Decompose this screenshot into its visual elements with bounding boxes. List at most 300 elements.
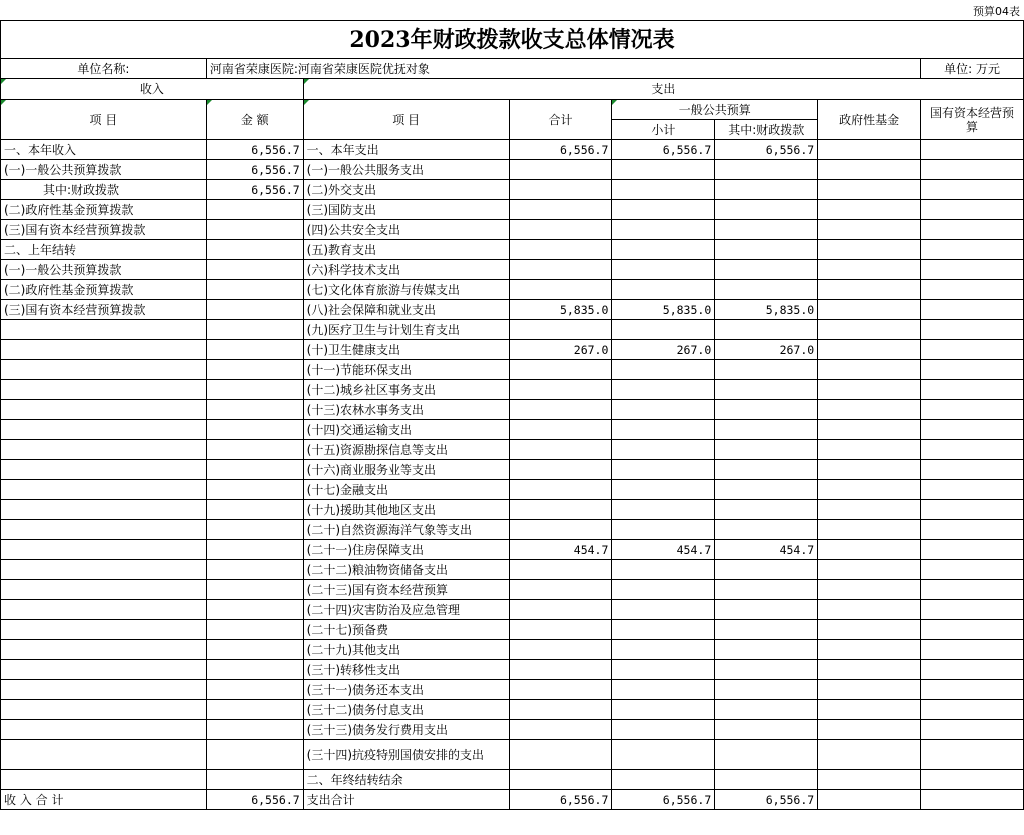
state-capital-cell <box>921 560 1024 580</box>
total-cell <box>509 520 612 540</box>
gov-fund-cell <box>818 720 921 740</box>
header-general-budget: 一般公共预算 <box>612 100 818 120</box>
income-item-cell: (三)国有资本经营预算拨款 <box>1 220 207 240</box>
gov-fund-cell <box>818 520 921 540</box>
gov-fund-cell <box>818 360 921 380</box>
income-amount-cell <box>206 380 303 400</box>
income-item-cell <box>1 580 207 600</box>
income-amount-cell: 6,556.7 <box>206 180 303 200</box>
subtotal-cell <box>612 740 715 770</box>
fiscal-cell <box>715 420 818 440</box>
gov-fund-cell <box>818 480 921 500</box>
state-capital-cell <box>921 160 1024 180</box>
total-cell <box>509 180 612 200</box>
expense-item-cell: (八)社会保障和就业支出 <box>303 300 509 320</box>
expense-item-cell: (十三)农林水事务支出 <box>303 400 509 420</box>
subtotal-cell <box>612 360 715 380</box>
fiscal-cell <box>715 770 818 790</box>
table-row <box>1 700 1024 720</box>
state-capital-cell <box>921 220 1024 240</box>
expense-item-cell: (三十三)债务发行费用支出 <box>303 720 509 740</box>
table-row <box>1 240 1024 260</box>
income-item-cell: (一)一般公共预算拨款 <box>1 160 207 180</box>
fiscal-cell: 6,556.7 <box>715 140 818 160</box>
budget-table <box>0 20 1024 810</box>
subtotal-cell <box>612 220 715 240</box>
income-item-cell <box>1 620 207 640</box>
expense-item-cell: (二十三)国有资本经营预算 <box>303 580 509 600</box>
table-row <box>1 680 1024 700</box>
gov-fund-cell <box>818 560 921 580</box>
income-amount-cell <box>206 770 303 790</box>
income-total-amount: 6,556.7 <box>206 790 303 810</box>
subtotal-cell: 5,835.0 <box>612 300 715 320</box>
total-cell <box>509 580 612 600</box>
expense-item-cell: (一)一般公共服务支出 <box>303 160 509 180</box>
income-item-cell <box>1 680 207 700</box>
expense-total-label: 支出合计 <box>303 790 509 810</box>
expense-item-cell: (三十)转移性支出 <box>303 660 509 680</box>
subtotal-cell <box>612 500 715 520</box>
expense-item-cell: (二十一)住房保障支出 <box>303 540 509 560</box>
subtotal-cell <box>612 600 715 620</box>
gov-fund-cell <box>818 460 921 480</box>
expense-item-cell: (十五)资源勘探信息等支出 <box>303 440 509 460</box>
state-capital-cell <box>921 240 1024 260</box>
income-amount-cell <box>206 280 303 300</box>
expense-item-cell: (三十一)债务还本支出 <box>303 680 509 700</box>
gov-fund-cell <box>818 260 921 280</box>
fiscal-cell <box>715 720 818 740</box>
state-capital-cell <box>921 260 1024 280</box>
total-cell <box>509 460 612 480</box>
gov-fund-cell <box>818 740 921 770</box>
subtotal-cell <box>612 460 715 480</box>
fiscal-cell <box>715 640 818 660</box>
header-row-2 <box>1 100 1024 120</box>
state-capital-cell <box>921 280 1024 300</box>
expense-item-cell: (十二)城乡社区事务支出 <box>303 380 509 400</box>
state-capital-cell <box>921 740 1024 770</box>
state-capital-cell <box>921 770 1024 790</box>
fiscal-cell <box>715 600 818 620</box>
fiscal-cell <box>715 220 818 240</box>
subtotal-cell: 267.0 <box>612 340 715 360</box>
unit-label: 单位: 万元 <box>921 59 1024 79</box>
state-capital-cell <box>921 480 1024 500</box>
income-amount-cell <box>206 680 303 700</box>
subtotal-cell <box>612 380 715 400</box>
expense-item-cell: (二)外交支出 <box>303 180 509 200</box>
subtotal-cell <box>612 560 715 580</box>
state-capital-cell <box>921 400 1024 420</box>
income-item-cell <box>1 660 207 680</box>
income-item-cell <box>1 460 207 480</box>
state-capital-cell <box>921 140 1024 160</box>
subtotal-cell <box>612 640 715 660</box>
income-item-cell <box>1 520 207 540</box>
income-amount-cell <box>206 700 303 720</box>
subtotal-cell <box>612 420 715 440</box>
table-row <box>1 200 1024 220</box>
expense-item-cell: (二十七)预备费 <box>303 620 509 640</box>
income-amount-cell <box>206 400 303 420</box>
income-item-cell <box>1 700 207 720</box>
income-item-cell <box>1 360 207 380</box>
income-item-cell <box>1 560 207 580</box>
total-cell <box>509 400 612 420</box>
fiscal-cell <box>715 380 818 400</box>
total-cell <box>509 740 612 770</box>
total-cell: 5,835.0 <box>509 300 612 320</box>
income-total-label: 收 入 合 计 <box>1 790 207 810</box>
total-cell <box>509 320 612 340</box>
header-total: 合计 <box>509 100 612 140</box>
subtotal-cell <box>612 660 715 680</box>
income-amount-cell <box>206 660 303 680</box>
fiscal-cell <box>715 500 818 520</box>
total-cell <box>509 480 612 500</box>
income-amount-cell <box>206 440 303 460</box>
title-row <box>1 21 1024 59</box>
expense-item-cell: 一、本年支出 <box>303 140 509 160</box>
fiscal-cell <box>715 660 818 680</box>
gov-fund-cell <box>818 280 921 300</box>
fiscal-cell <box>715 740 818 770</box>
fiscal-cell <box>715 280 818 300</box>
table-row <box>1 660 1024 680</box>
income-item-cell <box>1 340 207 360</box>
income-amount-cell <box>206 340 303 360</box>
fiscal-cell: 5,835.0 <box>715 300 818 320</box>
expense-item-cell: (十)卫生健康支出 <box>303 340 509 360</box>
income-item-cell <box>1 500 207 520</box>
expense-item-cell: (四)公共安全支出 <box>303 220 509 240</box>
income-amount-cell <box>206 360 303 380</box>
table-row <box>1 720 1024 740</box>
subtotal-cell <box>612 160 715 180</box>
income-amount-cell: 6,556.7 <box>206 140 303 160</box>
fiscal-cell <box>715 520 818 540</box>
state-capital-cell <box>921 340 1024 360</box>
table-row <box>1 400 1024 420</box>
state-capital-cell <box>921 600 1024 620</box>
total-cell <box>509 720 612 740</box>
expense-item-cell: (五)教育支出 <box>303 240 509 260</box>
unit-name-label: 单位名称: <box>1 59 207 79</box>
income-amount-cell <box>206 600 303 620</box>
gov-fund-cell <box>818 160 921 180</box>
subtotal-cell <box>612 440 715 460</box>
income-item-cell <box>1 770 207 790</box>
table-row <box>1 340 1024 360</box>
fiscal-cell <box>715 620 818 640</box>
gov-fund-cell <box>818 660 921 680</box>
income-item-cell: 二、上年结转 <box>1 240 207 260</box>
subtotal-cell <box>612 260 715 280</box>
form-code: 预算04表 <box>973 5 1020 18</box>
gov-fund-cell <box>818 440 921 460</box>
total-cell: 267.0 <box>509 340 612 360</box>
state-capital-cell <box>921 500 1024 520</box>
gov-fund-cell <box>818 240 921 260</box>
state-capital-cell <box>921 460 1024 480</box>
state-capital-cell <box>921 680 1024 700</box>
income-item-cell <box>1 720 207 740</box>
income-amount-cell <box>206 740 303 770</box>
expense-item-cell: (十六)商业服务业等支出 <box>303 460 509 480</box>
total-cell: 6,556.7 <box>509 140 612 160</box>
expense-item-cell: (三十四)抗疫特别国债安排的支出 <box>303 740 509 770</box>
income-amount-cell <box>206 540 303 560</box>
table-row <box>1 360 1024 380</box>
expense-item-cell: (十七)金融支出 <box>303 480 509 500</box>
subtotal-cell <box>612 180 715 200</box>
header-income: 收入 <box>1 79 304 100</box>
state-capital-cell <box>921 420 1024 440</box>
fiscal-cell <box>715 260 818 280</box>
subtotal-cell <box>612 320 715 340</box>
table-row <box>1 770 1024 790</box>
table-row <box>1 440 1024 460</box>
gov-fund-cell <box>818 700 921 720</box>
fiscal-cell <box>715 320 818 340</box>
state-capital-cell <box>921 620 1024 640</box>
gov-fund-cell <box>818 500 921 520</box>
income-item-cell: 一、本年收入 <box>1 140 207 160</box>
totals-row <box>1 790 1024 810</box>
fiscal-cell <box>715 700 818 720</box>
table-row <box>1 280 1024 300</box>
expense-item-cell: (九)医疗卫生与计划生育支出 <box>303 320 509 340</box>
total-cell <box>509 420 612 440</box>
gov-fund-cell <box>818 600 921 620</box>
income-item-cell: 其中:财政拨款 <box>1 180 207 200</box>
table-row <box>1 380 1024 400</box>
total-cell <box>509 360 612 380</box>
table-row <box>1 620 1024 640</box>
income-amount-cell <box>206 420 303 440</box>
income-amount-cell <box>206 500 303 520</box>
header-expense: 支出 <box>303 79 1023 100</box>
table-row <box>1 480 1024 500</box>
grand-fiscal-cell: 6,556.7 <box>715 790 818 810</box>
state-capital-cell <box>921 540 1024 560</box>
state-capital-cell <box>921 520 1024 540</box>
expense-item-cell: (二十四)灾害防治及应急管理 <box>303 600 509 620</box>
gov-fund-cell <box>818 620 921 640</box>
income-item-cell <box>1 440 207 460</box>
subtotal-cell <box>612 240 715 260</box>
subtotal-cell <box>612 770 715 790</box>
expense-item-cell: (十九)援助其他地区支出 <box>303 500 509 520</box>
income-item-cell: (二)政府性基金预算拨款 <box>1 200 207 220</box>
total-cell <box>509 200 612 220</box>
income-amount-cell <box>206 460 303 480</box>
fiscal-cell <box>715 580 818 600</box>
table-row <box>1 260 1024 280</box>
fiscal-cell <box>715 360 818 380</box>
expense-item-cell: (七)文化体育旅游与传媒支出 <box>303 280 509 300</box>
header-of-which-fiscal: 其中:财政拨款 <box>715 120 818 140</box>
total-cell <box>509 770 612 790</box>
expense-item-cell: (十一)节能环保支出 <box>303 360 509 380</box>
table-row <box>1 300 1024 320</box>
gov-fund-cell <box>818 300 921 320</box>
income-item-cell: (二)政府性基金预算拨款 <box>1 280 207 300</box>
income-amount-cell <box>206 520 303 540</box>
income-item-cell: (三)国有资本经营预算拨款 <box>1 300 207 320</box>
gov-fund-cell <box>818 580 921 600</box>
header-income-amount: 金 额 <box>206 100 303 140</box>
fiscal-cell: 267.0 <box>715 340 818 360</box>
subtotal-cell <box>612 480 715 500</box>
unit-name-value: 河南省荣康医院:河南省荣康医院优抚对象 <box>206 59 920 79</box>
table-row <box>1 520 1024 540</box>
gov-fund-cell <box>818 540 921 560</box>
income-amount-cell <box>206 720 303 740</box>
subtotal-cell <box>612 620 715 640</box>
subtotal-cell: 454.7 <box>612 540 715 560</box>
table-row <box>1 180 1024 200</box>
table-row <box>1 740 1024 770</box>
subtotal-cell <box>612 280 715 300</box>
table-row <box>1 460 1024 480</box>
income-item-cell <box>1 320 207 340</box>
gov-fund-cell <box>818 320 921 340</box>
expense-item-cell: (三)国防支出 <box>303 200 509 220</box>
expense-item-cell: (三十二)债务付息支出 <box>303 700 509 720</box>
state-capital-cell <box>921 660 1024 680</box>
table-row <box>1 220 1024 240</box>
income-amount-cell <box>206 300 303 320</box>
total-cell <box>509 700 612 720</box>
income-amount-cell <box>206 260 303 280</box>
income-amount-cell <box>206 200 303 220</box>
total-cell <box>509 160 612 180</box>
fiscal-cell <box>715 400 818 420</box>
income-item-cell <box>1 400 207 420</box>
subtotal-cell <box>612 700 715 720</box>
income-amount-cell <box>206 240 303 260</box>
income-item-cell <box>1 740 207 770</box>
header-income-item: 项 目 <box>1 100 207 140</box>
fiscal-cell <box>715 160 818 180</box>
gov-fund-cell <box>818 220 921 240</box>
income-amount-cell: 6,556.7 <box>206 160 303 180</box>
gov-fund-cell <box>818 380 921 400</box>
unit-row <box>1 59 1024 79</box>
fiscal-cell <box>715 240 818 260</box>
fiscal-cell <box>715 200 818 220</box>
expense-item-cell: (六)科学技术支出 <box>303 260 509 280</box>
state-capital-cell <box>921 440 1024 460</box>
gov-fund-cell <box>818 200 921 220</box>
grand-gov-fund-cell <box>818 790 921 810</box>
total-cell <box>509 680 612 700</box>
income-item-cell <box>1 480 207 500</box>
fiscal-cell <box>715 680 818 700</box>
state-capital-cell <box>921 720 1024 740</box>
total-cell <box>509 280 612 300</box>
subtotal-cell <box>612 580 715 600</box>
fiscal-cell: 454.7 <box>715 540 818 560</box>
expense-item-cell: (二十)自然资源海洋气象等支出 <box>303 520 509 540</box>
fiscal-cell <box>715 180 818 200</box>
table-row <box>1 580 1024 600</box>
income-amount-cell <box>206 580 303 600</box>
grand-subtotal-cell: 6,556.7 <box>612 790 715 810</box>
total-cell <box>509 440 612 460</box>
income-item-cell <box>1 380 207 400</box>
subtotal-cell: 6,556.7 <box>612 140 715 160</box>
subtotal-cell <box>612 200 715 220</box>
state-capital-cell <box>921 640 1024 660</box>
gov-fund-cell <box>818 770 921 790</box>
table-row <box>1 500 1024 520</box>
gov-fund-cell <box>818 640 921 660</box>
table-row <box>1 540 1024 560</box>
income-item-cell <box>1 600 207 620</box>
state-capital-cell <box>921 360 1024 380</box>
fiscal-cell <box>715 440 818 460</box>
income-amount-cell <box>206 320 303 340</box>
state-capital-cell <box>921 580 1024 600</box>
grand-total-cell: 6,556.7 <box>509 790 612 810</box>
gov-fund-cell <box>818 340 921 360</box>
state-capital-cell <box>921 700 1024 720</box>
total-cell <box>509 500 612 520</box>
total-cell <box>509 240 612 260</box>
income-amount-cell <box>206 560 303 580</box>
total-cell <box>509 640 612 660</box>
gov-fund-cell <box>818 180 921 200</box>
subtotal-cell <box>612 720 715 740</box>
fiscal-cell <box>715 560 818 580</box>
state-capital-cell <box>921 200 1024 220</box>
income-item-cell <box>1 420 207 440</box>
income-amount-cell <box>206 480 303 500</box>
header-row-1 <box>1 79 1024 100</box>
expense-item-cell: (二十二)粮油物资储备支出 <box>303 560 509 580</box>
total-cell: 454.7 <box>509 540 612 560</box>
state-capital-cell <box>921 180 1024 200</box>
income-item-cell: (一)一般公共预算拨款 <box>1 260 207 280</box>
table-row <box>1 640 1024 660</box>
income-amount-cell <box>206 220 303 240</box>
total-cell <box>509 220 612 240</box>
gov-fund-cell <box>818 140 921 160</box>
total-cell <box>509 380 612 400</box>
table-row <box>1 140 1024 160</box>
total-cell <box>509 560 612 580</box>
subtotal-cell <box>612 400 715 420</box>
income-amount-cell <box>206 640 303 660</box>
table-row <box>1 560 1024 580</box>
income-item-cell <box>1 640 207 660</box>
income-amount-cell <box>206 620 303 640</box>
expense-item-cell: (二十九)其他支出 <box>303 640 509 660</box>
expense-item-cell: (十四)交通运输支出 <box>303 420 509 440</box>
subtotal-cell <box>612 680 715 700</box>
fiscal-cell <box>715 480 818 500</box>
table-row <box>1 420 1024 440</box>
header-state-capital: 国有资本经营预算 <box>921 100 1024 140</box>
gov-fund-cell <box>818 680 921 700</box>
state-capital-cell <box>921 380 1024 400</box>
table-row <box>1 160 1024 180</box>
table-row <box>1 320 1024 340</box>
